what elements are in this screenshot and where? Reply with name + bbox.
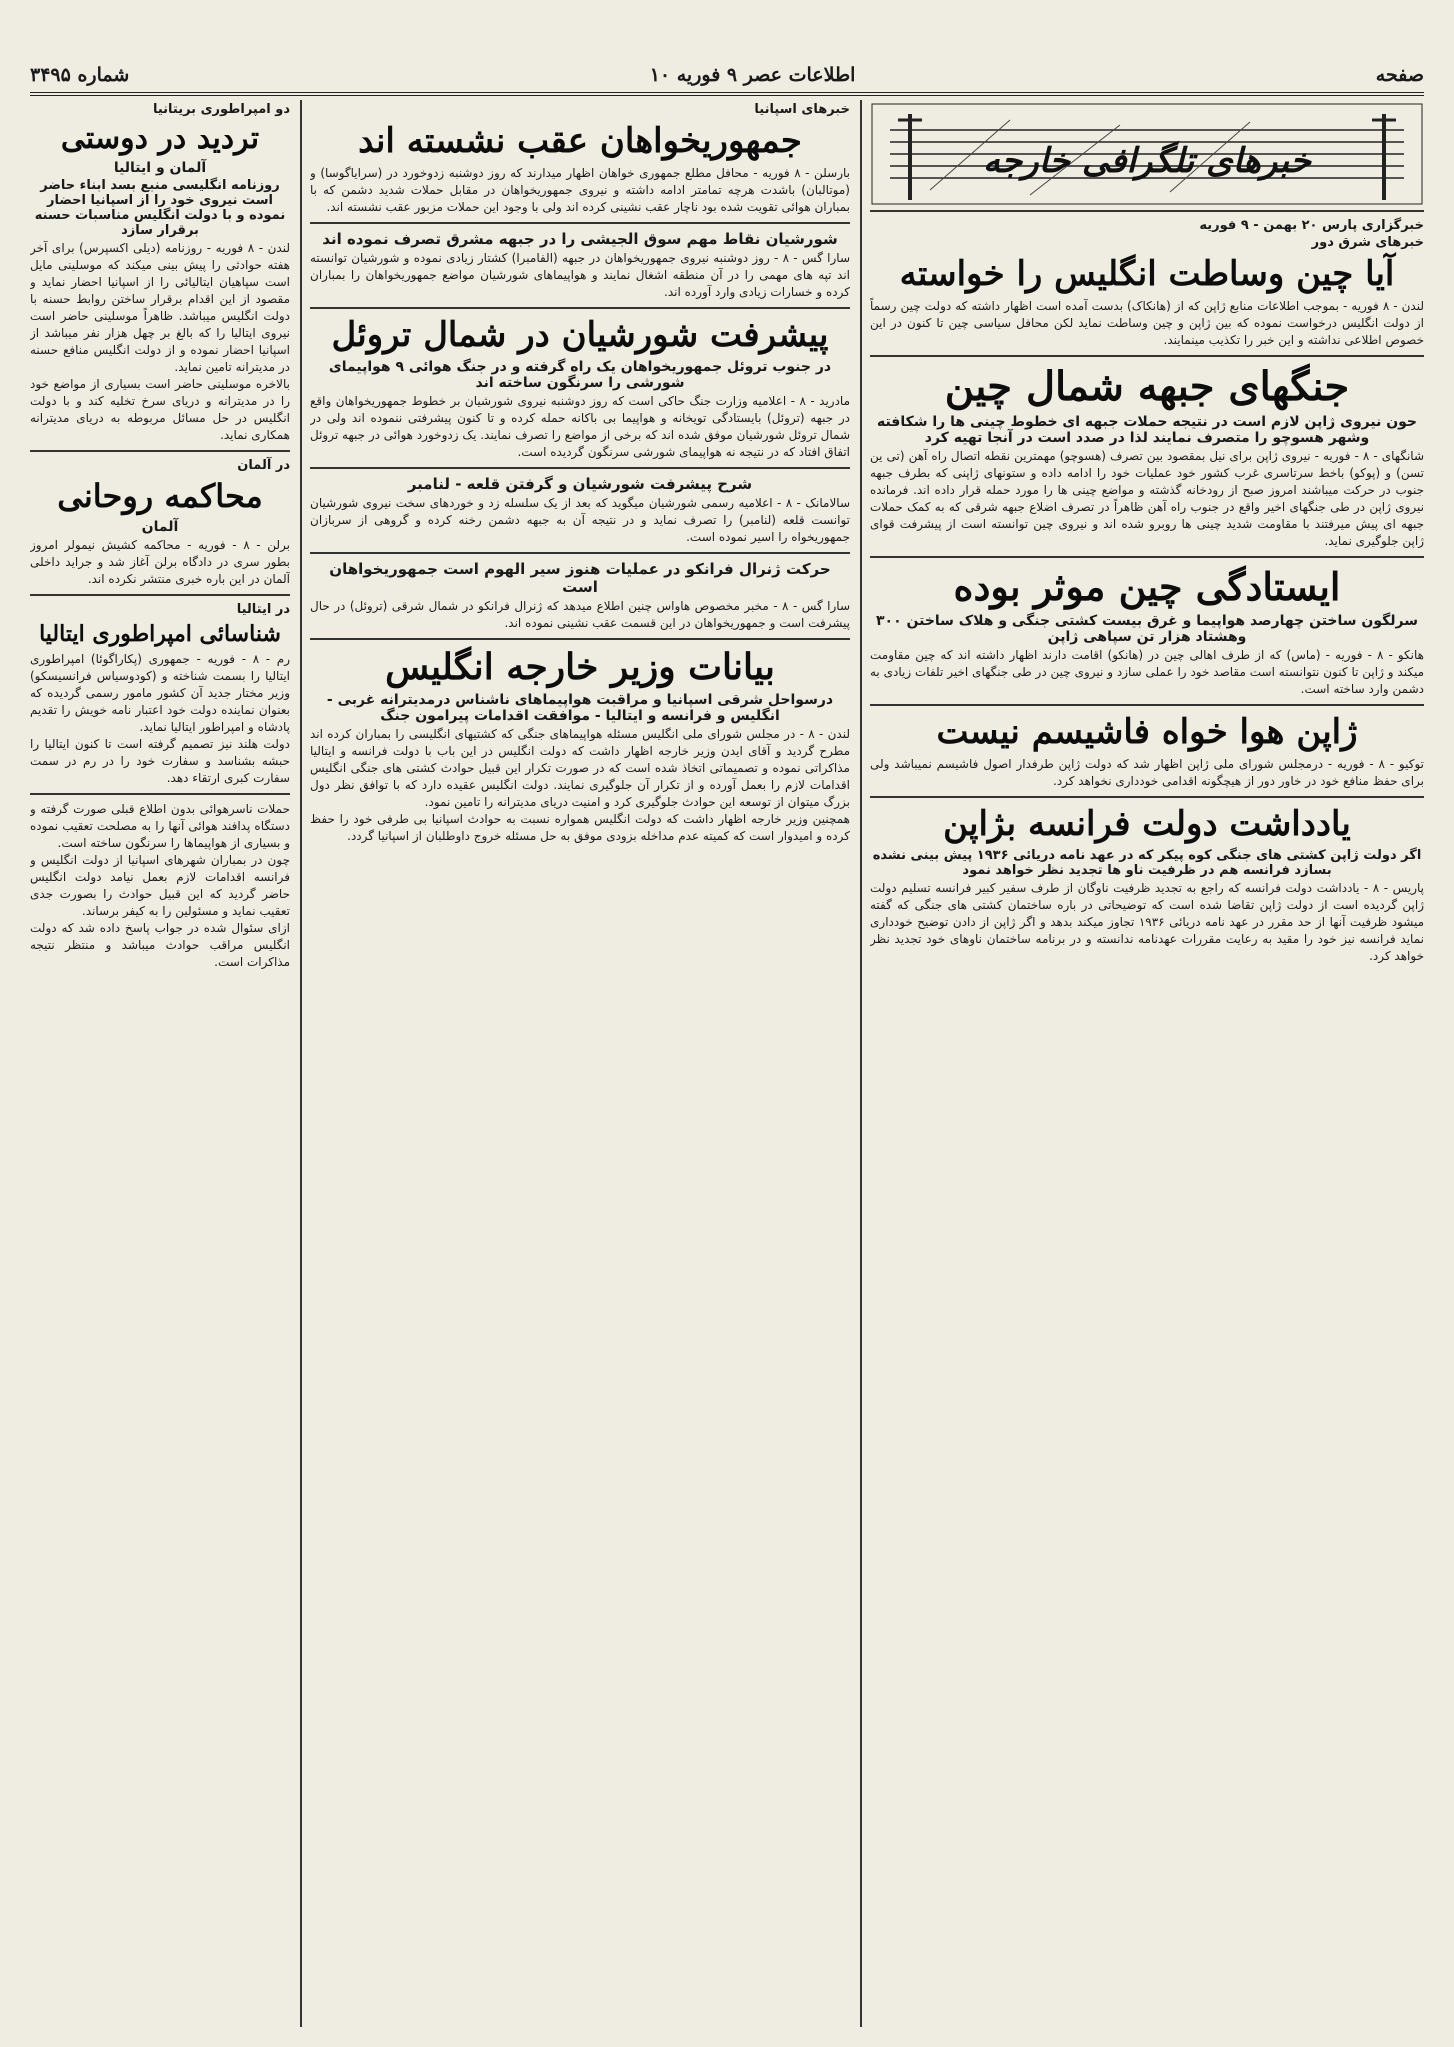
article-body: هانکو - ۸ - فوریه - (ماس) که از طرف اهالی چین در (هانکو) اقامت دارند اظهار داشته اند که چین مقاومت میکند و ژاپن تا کنون نتوانسته است مقاصد خود را عملی سازد و نیروی چین در طی جنگهای اخیر تلفات زیادی به دشمن وارد ساخته است. — [870, 648, 1424, 696]
divider — [310, 222, 850, 224]
subheadline: آلمان — [141, 519, 179, 535]
headline: جنگهای جبهه شمال چین — [944, 363, 1350, 410]
divider — [870, 704, 1424, 706]
headline: آیا چین وساطت انگلیس را خواسته — [899, 254, 1395, 294]
article-body: شانگهای - ۸ - فوریه - نیروی ژاپن برای نیل بمقصود بین تصرف (هسوچو) مهمترین نقطه اتصال راه آهن (تی ین تسن) و (پوکو) باخط سرتاسری غرب کشور خود عملیات خود را ادامه داده و ستونهای ژاپنی که بطرف جبهه جنوب در حرکت میباشند امروز صبح از رودخانه گذشته و مواضع چینی ها را مورد حمله قرار داده اند. فرمانده نیروی ژاپن در طی جنگهای اخیر واقع در جنوب راه آهن ظاهراً در تصرف اضلاع جبهه شرقی که به کمک حملات جبهه ای پیش میرفتند با مقاومت شدید چینی ها روبرو شده اند و نیروی چین توانسته است از پیشرفت قوای ژاپن جلوگیری نماید. — [870, 449, 1424, 548]
subheadline: روزنامه انگلیسی منبع بسد ابناء حاضر است نیروی خود را از اسپانیا احضار نموده و با دولت انگلیس مناسبات حسنه برقرار سازد — [34, 178, 286, 238]
article-body: لندن - ۸ فوریه - بموجب اطلاعات منابع ژاپن که از (هانکاک) بدست آمده است اظهار داشته که دولت چین رسماً از دولت انگلیس درخواست نموده که بین ژاپن و چین وساطت نماید لکن محافل سیاسی چین تا کنون در این خصوص اطلاعی نداشته و این خبر را تکذیب مینمایند. — [870, 299, 1424, 347]
divider — [30, 793, 290, 795]
article-body: سالامانک - ۸ - اعلامیه رسمی شورشیان میگوید که بعد از یک سلسله زد و خوردهای سخت نیروی شورشیان توانست قلعه (لنامبر) را تصرف نماید و در نتیجه آن به جبهه دشمن رخنه کرده و گروهی از سربازان جمهوریخواه را اسیر نموده است. — [310, 496, 850, 544]
divider — [310, 552, 850, 554]
paper-date: اطلاعات عصر ۹ فوریه ۱۰ — [649, 64, 856, 86]
article-body: پاریس - ۸ - یادداشت دولت فرانسه که راجع به تجدید ظرفیت ناوگان از طرف سفیر کبیر فرانسه تسلیم دولت ژاپن گردیده است از دولت ژاپن تقاضا شده است که توضیحاتی در باره ساختمان کشتی های جنگی که گفته میشود ظرفیت آنها از حد مقرر در عهد نامه دریائی ۱۹۳۶ تجاوز میکند بدهد و اگر ژاپن از دادن توضیح خودداری نماید فرانسه نیز خود را مقید به رعایت مقررات عهدنامه ندانسته و در برنامه ساختمان ناوهای خود تجدید نظر خواهد کرد. — [870, 881, 1424, 963]
subheadline: اگر دولت ژاپن کشتی های جنگی کوه پیکر که در عهد نامه دریائی ۱۹۳۶ پیش بینی نشده بسازد فرانسه هم در ظرفیت ناو ها تجدید نظر خواهد نمود — [872, 848, 1422, 878]
headline: تردید در دوستی — [60, 121, 260, 156]
section-label: در ایتالیا — [236, 602, 290, 617]
column-spain-news — [310, 100, 850, 2027]
issue-number: شماره ۳۴۹۵ — [30, 64, 130, 86]
section-label: خبرهای شرق دور — [1311, 235, 1424, 250]
article-body: ازای سئوال شده در جواب پاسخ داده شد که دولت انگلیس مراقب حوادث میباشد و منتظر نتیجه مذاکرات است. — [30, 921, 290, 969]
section-label: خبرهای اسپانیا — [754, 102, 850, 117]
article-body: توکیو - ۸ - فوریه - درمجلس شورای ملی ژاپن اظهار شد که دولت ژاپن طرفدار اصول فاشیسم نمیباشد ولی برای حفظ منافع خود در خاور دور از هیچگونه اقدامی خودداری نخواهد کرد. — [870, 757, 1424, 788]
section-label: دو امپراطوری بریتانیا — [152, 102, 290, 117]
subheadline: سرلگون ساختن چهارصد هواپیما و غرق بیست کشتی جنگی و هلاک ساختن ۳۰۰ وهشتاد هزار تن سپاهی ژاپن — [875, 613, 1419, 645]
article-body: حملات ناسرهوائی بدون اطلاع قبلی صورت گرفته و دستگاه پدافند هوائی آنها را به مصلحت تعقیب نموده و بسیاری از هواپیماها را سرنگون ساخته است. — [30, 802, 290, 850]
dateline: خبرگزاری پارس ۲۰ بهمن - ۹ فوریه — [1199, 218, 1424, 233]
headline: شناسائی امپراطوری ایتالیا — [39, 621, 281, 647]
divider — [870, 796, 1424, 798]
subheadline: شرح پیشرفت شورشیان و گرفتن قلعه - لنامبر — [407, 475, 753, 493]
column-europe-news — [30, 100, 290, 2027]
article-body: دولت هلند نیز تصمیم گرفته است تا کنون ایتالیا را حبشه بشناسد و سفارت خود را در رم در سمت سفارت کبری ارتقاء دهد. — [30, 737, 290, 785]
page-label: صفحه — [1375, 64, 1424, 86]
divider — [870, 355, 1424, 357]
subheadline: درسواحل شرقی اسپانیا و مراقبت هواپیماهای ناشناس درمدیترانه غربی - انگلیس و فرانسه و ایتالیا - موافقت اقدامات پیرامون جنگ — [326, 692, 834, 724]
masthead-rule — [30, 92, 1424, 96]
divider — [310, 307, 850, 309]
headline: یادداشت دولت فرانسه بژاپن — [943, 804, 1351, 844]
article-body: لندن - ۸ - در مجلس شورای ملی انگلیس مسئله هواپیماهای جنگی که کشتیهای انگلیسی را بمباران کرده اند مطرح گردید و آقای ایدن وزیر خارجه اظهار داشت که دولت انگلیس در این باب با دولت فرانسه و ایتالیا مذاکراتی نموده و تصمیماتی اتخاذ شده است که در صورت تکرار این قبیل حوادث کشتی های جنگی انگلیس اقدامات لازم را بعمل آورده و از تکرار آن جلوگیری نمایند. دولت انگلیس عقیده دارد که با توافق نظر دول بزرگ میتوان از توسعه این حوادث جلوگیری کرد و امنیت دریای مدیترانه را تامین نمود. — [310, 727, 850, 809]
article-body: همچنین وزیر خارجه اظهار داشت که دولت انگلیس همواره نسبت به حوادث اسپانیا بی طرفی خود را حفظ کرده و امیدوار است که کمیته عدم مداخله بزودی موفق به حل مسئله خروج داوطلبان از اسپانیا گردد. — [310, 812, 850, 843]
divider — [30, 450, 290, 452]
divider — [310, 638, 850, 640]
article-body: رم - ۸ - فوریه - جمهوری (پکاراگوئا) امپراطوری ایتالیا را بسمت شناخته و (کودوسیاس فرانسیسکو) وزیر مختار جدید آن کشور مامور رسمی گردیده که بعنوان نماینده دولت خود اعتبار نامه خویش را تقدیم پادشاه و امپراطور ایتالیا نماید. — [30, 652, 290, 734]
column-foreign-news — [870, 100, 1424, 2027]
headline: ایستادگی چین موثر بوده — [953, 564, 1341, 609]
subheadline: آلمان و ایتالیا — [113, 160, 207, 176]
headline: بیانات وزیر خارجه انگلیس — [385, 646, 775, 688]
divider — [870, 556, 1424, 558]
subheadline: در جنوب تروئل جمهوریخواهان یک راه گرفته و در جنگ هوائی ۹ هواپیمای شورشی را سرنگون ساخته اند — [328, 359, 832, 391]
article-body: سارا گس - ۸ - مخبر مخصوص هاواس چنین اطلاع میدهد که ژنرال فرانکو در شمال شرقی (تروئل) در حال پیشرفت است و جمهوریخواهان در این قسمت عقب نشینی نموده اند. — [310, 599, 850, 630]
column-divider — [300, 100, 302, 2027]
divider — [310, 467, 850, 469]
column-divider — [860, 100, 862, 2027]
article-body: مادرید - ۸ - اعلامیه وزارت جنگ حاکی است که روز دوشنبه نیروی شورشیان بر خطوط جمهوریخواهان واقع در جبهه (تروئل) بایستادگی تویخانه و هواپیما بی باکانه حمله کرده و تا کنون پیشرفتی ننموده اند ولی در شمال تروئل شورشیان موفق شده اند که برخی از مواضع را تصرف نمایند. یک زدوخورد هوائی در جبهه تروئل اتفاق افتاد که در نتیجه نه هواپیمای شورشی سرنگون گردیده است. — [310, 394, 850, 459]
divider — [30, 594, 290, 596]
masthead — [30, 62, 1424, 88]
telegraph-banner — [870, 100, 1424, 212]
telegraph-illustration — [870, 100, 1424, 208]
article-body: چون در بمباران شهرهای اسپانیا از دولت انگلیس و فرانسه اقدامات لازم بعمل نیامد دولت انگلیس حاضر گردید که این قبیل حوادث را بصورت جدی تعقیب نماید و مسئولین را به کیفر برساند. — [30, 853, 290, 918]
article-body: بارسلن - ۸ فوریه - محافل مطلع جمهوری خواهان اظهار میدارند که روز دوشنبه زدوخورد در (سرایاگوسا) و (موتالبان) باشدت هرچه تمامتر ادامه داشته و نیروی جمهوریخواهان در مقابل حملات شدید دشمن که با بمباران هوائی تقویت شده بود ناچار عقب نشینی کرده اند ولی با وجود این حملات مزبور عقب نشسته اند. — [310, 166, 850, 214]
article-body: برلن - ۸ - فوریه - محاکمه کشیش نیمولر امروز بطور سری در دادگاه برلن آغاز شد و جراید داخلی آلمان در این باره خبری منتشر نکرده اند. — [30, 538, 290, 586]
headline: جمهوریخواهان عقب نشسته اند — [358, 121, 802, 161]
subheadline: شورشیان نقاط مهم سوق الجیشی را در جبهه مشرق تصرف نموده اند — [322, 230, 838, 248]
subheadline: حون نیروی ژاپن لازم است در نتیجه حملات جبهه ای خطوط چینی ها را شکافته وشهر هسوچو را متصرف نمایند لذا در صدد است در آنجا تهیه کرد — [876, 414, 1418, 446]
article-body: بالاخره موسلینی حاضر است بسیاری از مواضع خود را در مدیترانه و دریای سرخ تخلیه کند و با دولت انگلیس در حل مسائل مربوطه به دریای مدیترانه همکاری نماید. — [30, 377, 290, 442]
headline: ژاپن هوا خواه فاشیسم نیست — [936, 712, 1358, 752]
section-label: در آلمان — [237, 458, 290, 473]
headline: محاکمه روحانی — [57, 477, 263, 515]
headline: پیشرفت شورشیان در شمال تروئل — [331, 315, 829, 355]
banner-title: خبرهای تلگرافی خارجه — [983, 141, 1311, 181]
subheadline: حرکت ژنرال فرانکو در عملیات هنوز سیر الهوم است جمهوریخواهان است — [329, 560, 831, 596]
article-body: سارا گس - ۸ - روز دوشنبه نیروی جمهوریخواهان در جبهه (الفامبرا) کشتار زیادی نموده و شورشیان توانسته اند تپه های مهمی را در آن منطقه اشغال نمایند و هواپیماهای شورشیان مواضع جمهوریخواهان را بمباران کرده و خسارات زیادی وارد آورده اند. — [310, 251, 850, 299]
article-body: لندن - ۸ فوریه - روزنامه (دیلی اکسپرس) برای آخر هفته حوادثی را پیش بینی میکند که موسلینی مایل است سپاهیان ایتالیائی را از اسپانیا احضار نماید و مقصود از این اقدام برقرار ساختن روابط حسنه با دولت انگلیس میباشد. ظاهراً موسلینی حاضر است نیروی ایتالیا را که بالغ بر چهل هزار نفر میباشد از اسپانیا احضار نموده و از دولت انگلیس منافع حسنه در مدیترانه تامین نماید. — [30, 241, 290, 374]
